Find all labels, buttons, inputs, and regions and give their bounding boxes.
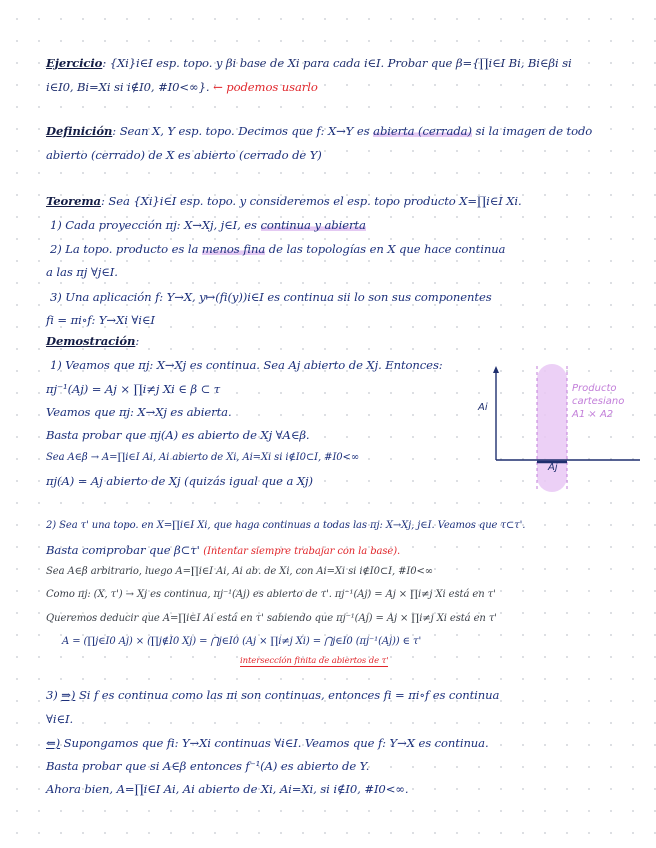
demo-1-text-2: πj⁻¹(Aj) = Aj × ∏i≠j Xi ∈ β ⊂ τ — [46, 382, 221, 396]
teorema-item-3 — [50, 290, 492, 304]
definicion-text-2: abierto (cerrado) de X es abierto (cerrado de Y) — [46, 148, 322, 162]
demo-3-number: 3) — [46, 688, 58, 702]
definicion-text-1a: Sean X, Y esp. topo. Decimos que f: X→Y es — [119, 124, 370, 138]
ejercicio-text-2: i∈I0, Bi=Xi si i∉I0, #I0<∞}. — [46, 80, 210, 94]
demo-1-text-6: πj(A) = Aj abierto de Xj (quizás igual que a Xj) — [46, 474, 313, 488]
ejercicio-label: Ejercicio — [46, 56, 103, 70]
teorema-item-2-highlight: menos fina — [201, 242, 266, 256]
demo-2-text-2a: Basta comprobar que β⊂τ' — [46, 543, 200, 557]
demo-1-line-4 — [46, 428, 310, 442]
demo-2-text-1: 2) Sea τ' una topo. en X=∏i∈I Xi, que haga continuas a todas las πj: X→Xj, j∈I. Veamos que τ⊂τ'. — [46, 520, 526, 531]
teorema-intro: Sea {Xi}i∈I esp. topo. y consideremos el esp. topo producto X=∏i∈I Xi. — [108, 194, 522, 208]
demo-2-text-2b: (Intentar siempre trabajar con la base). — [203, 546, 401, 557]
teorema-item-1-highlight: continua y abierta — [260, 218, 366, 232]
demo-3-line-1 — [46, 688, 499, 702]
demostracion-label: Demostración — [46, 334, 136, 348]
demo-1-line-5 — [46, 452, 359, 463]
demo-3-text-1: Si f es continua como las πi son continuas, entonces fi = πi∘f es continua — [78, 688, 500, 702]
demo-1-line-6 — [46, 474, 313, 488]
demo-2-line-3 — [46, 566, 433, 577]
demo-3-line-2 — [46, 712, 73, 726]
demo-1-line-1 — [50, 358, 443, 372]
demo-3-text-3: Supongamos que fi: Y→Xi continuas ∀i∈I. Veamos que f: Y→X es continua. — [63, 736, 489, 750]
demo-2-text-5: Queremos deducir que A=∏i∈I Ai está en τ' sabiendo que πj⁻¹(Aj) = Aj × ∏i≠j Xi está en τ' — [46, 613, 497, 624]
teorema-item-1 — [50, 218, 366, 232]
demo-1-text-3: Veamos que πj: X→Xj es abierta. — [46, 405, 232, 419]
demo-3-line-3 — [46, 736, 489, 750]
demo-3-text-5: Ahora bien, A=∏i∈I Ai, Ai abierto de Xi, Ai=Xi, si i∉I0, #I0<∞. — [46, 782, 409, 796]
demo-2-text-6: A = (∏j∈I0 Aj) × (∏j∉I0 Xj) = ⋂j∈I0 (Aj × ∏i≠j Xi) = ⋂j∈I0 (πj⁻¹(Aj)) ∈ τ' — [62, 636, 422, 647]
teorema-item-2-text-a: 2) La topo. producto es la — [50, 242, 199, 256]
demo-2-line-5 — [46, 613, 497, 624]
demo-3-backward-arrow: ⇐) — [46, 736, 61, 750]
teorema-item-3-text-b: fi = πi∘f: Y→Xi ∀i∈I — [46, 313, 155, 327]
teorema-item-2-text-c: a las πj ∀j∈I. — [46, 265, 118, 279]
y-axis-arrow-icon — [493, 366, 499, 373]
ejercicio-note: ← podemos usarlo — [213, 80, 318, 94]
diagram-region-label-2: cartesiano — [572, 396, 625, 407]
demo-1-line-2 — [46, 382, 220, 396]
teorema-item-2-text-b: de las topologías en X que hace continua — [268, 242, 506, 256]
demo-1-text-5: Sea A∈β → A=∏i∈I Ai, Ai abierto de Xi, Ai=Xi si i∉I0⊂I, #I0<∞ — [46, 452, 360, 463]
teorema-item-3-text-a: 3) Una aplicación f: Y→X, y↦(fi(y))i∈I es continua sii lo son sus componentes — [50, 290, 492, 304]
demo-1-line-3 — [46, 405, 232, 419]
diagram-region-label-1: Producto — [572, 383, 617, 394]
diagram-x-label: Aj — [548, 462, 558, 473]
demo-2-text-4: Como πj: (X, τ') → Xj es continua, πj⁻¹(Aj) es abierto de τ'. πj⁻¹(Aj) = Aj × ∏i≠j Xi está en τ' — [46, 589, 496, 600]
demo-3-line-4 — [46, 759, 369, 773]
teorema-label: Teorema — [46, 194, 101, 208]
demo-2-line-1 — [46, 520, 525, 531]
definicion-label: Definición — [46, 124, 113, 138]
diagram-region-label — [572, 382, 624, 421]
teorema-item-1-text: 1) Cada proyección πj: X→Xj, j∈I, es — [50, 218, 257, 232]
demo-2-line-6 — [62, 636, 421, 647]
demo-1-text-4: Basta probar que πj(A) es abierto de Xj ∀A∈β. — [46, 428, 310, 442]
product-diagram — [480, 360, 650, 500]
definicion-highlight: abierta (cerrada) — [373, 124, 472, 138]
demo-2-text-3: Sea A∈β arbitrario, luego A=∏i∈I Ai, Ai ab. de Xi, con Ai=Xi si i∉I0⊂I, #I0<∞ — [46, 566, 434, 577]
teorema-item-2 — [50, 242, 505, 256]
diagram-y-label: Ai — [478, 402, 488, 413]
teorema-line-intro: Teorema: Sea {Xi}i∈I esp. topo. y consideremos el esp. topo producto X=∏i∈I Xi. — [46, 194, 522, 208]
demo-3-forward-arrow: ⇒) — [61, 688, 76, 702]
teorema-item-3-cont — [46, 313, 155, 327]
demo-3-text-4: Basta probar que si A∈β entonces f⁻¹(A) es abierto de Y. — [46, 759, 370, 773]
teorema-item-2-cont — [46, 265, 118, 279]
definicion-line-1: Definición: Sean X, Y esp. topo. Decimos que f: X→Y es abierta (cerrada) si la imagen de todo — [46, 124, 593, 138]
demo-3-text-2: ∀i∈I. — [46, 712, 74, 726]
definicion-text-1b: si la imagen de todo — [475, 124, 593, 138]
demostracion-heading: Demostración: — [46, 334, 140, 348]
demo-2-line-2 — [46, 543, 400, 557]
ejercicio-line-2 — [46, 80, 318, 94]
demo-1-text-1: 1) Veamos que πj: X→Xj es continua. Sea Aj abierto de Xj. Entonces: — [50, 358, 443, 372]
definicion-line-2 — [46, 148, 322, 162]
demo-2-line-4 — [46, 589, 496, 600]
ejercicio-line-1: Ejercicio: {Xi}i∈I esp. topo. y βi base de Xi para cada i∈I. Probar que β={∏i∈I Bi, Bi∈βi si — [46, 56, 572, 70]
demo-2-line-7 — [240, 656, 388, 666]
demo-3-line-5 — [46, 782, 408, 796]
ejercicio-text-1: {Xi}i∈I esp. topo. y βi base de Xi para cada i∈I. Probar que β={∏i∈I Bi, Bi∈βi si — [109, 56, 572, 70]
diagram-region-label-3: A1 × A2 — [572, 409, 614, 420]
demo-2-text-7: intersección finita de abiertos de τ' — [240, 656, 389, 666]
